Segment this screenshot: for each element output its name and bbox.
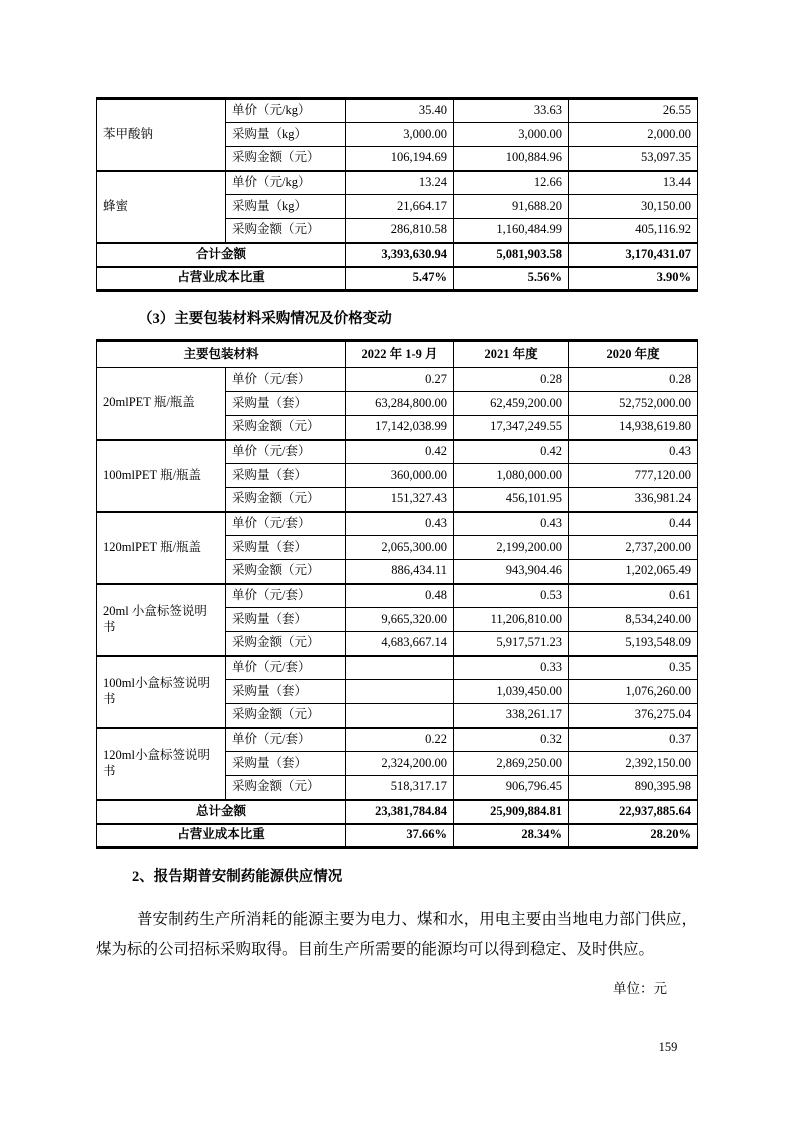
total-2020: 22,937,885.64 <box>569 800 698 824</box>
ratio-2022: 37.66% <box>346 824 454 848</box>
value-2021: 0.33 <box>454 656 569 680</box>
metric-label: 单价（元/套） <box>226 584 346 608</box>
value-2021: 943,904.46 <box>454 560 569 584</box>
value-2022: 0.27 <box>346 368 454 392</box>
total-2021: 5,081,903.58 <box>454 243 569 267</box>
total-2020: 3,170,431.07 <box>569 243 698 267</box>
value-2021: 2,869,250.00 <box>454 752 569 776</box>
value-2021: 906,796.45 <box>454 776 569 800</box>
value-2022 <box>346 704 454 728</box>
total-2021: 25,909,884.81 <box>454 800 569 824</box>
metric-label: 采购金额（元） <box>226 488 346 512</box>
ratio-2021: 28.34% <box>454 824 569 848</box>
value-2022: 35.40 <box>346 99 454 123</box>
total-row <box>97 800 698 824</box>
value-2020: 0.37 <box>569 728 698 752</box>
metric-label: 采购量（套） <box>226 464 346 488</box>
metric-label: 单价（元/套） <box>226 656 346 680</box>
value-2022: 0.42 <box>346 440 454 464</box>
table-row <box>97 584 698 608</box>
value-2020: 777,120.00 <box>569 464 698 488</box>
table-row <box>97 512 698 536</box>
value-2022: 4,683,667.14 <box>346 632 454 656</box>
material-name: 苯甲酸钠 <box>97 99 226 171</box>
material-name: 100ml小盒标签说明书 <box>97 656 226 728</box>
value-2020: 26.55 <box>569 99 698 123</box>
value-2021: 1,160,484.99 <box>454 219 569 243</box>
total-label: 总计金额 <box>97 800 346 824</box>
value-2020: 2,737,200.00 <box>569 536 698 560</box>
header-2022: 2022 年 1-9 月 <box>346 341 454 368</box>
value-2020: 2,000.00 <box>569 123 698 147</box>
metric-label: 单价（元/套） <box>226 440 346 464</box>
value-2022: 286,810.58 <box>346 219 454 243</box>
value-2022: 360,000.00 <box>346 464 454 488</box>
total-2022: 3,393,630.94 <box>346 243 454 267</box>
value-2021: 12.66 <box>454 171 569 195</box>
value-2022: 151,327.43 <box>346 488 454 512</box>
value-2021: 33.63 <box>454 99 569 123</box>
ratio-row <box>97 267 698 291</box>
value-2021: 17,347,249.55 <box>454 416 569 440</box>
metric-label: 采购量（套） <box>226 680 346 704</box>
section-heading-packaging: （3）主要包装材料采购情况及价格变动 <box>138 311 392 327</box>
value-2020: 890,395.98 <box>569 776 698 800</box>
value-2022 <box>346 656 454 680</box>
value-2020: 376,275.04 <box>569 704 698 728</box>
metric-label: 单价（元/kg） <box>226 99 346 123</box>
value-2022: 106,194.69 <box>346 147 454 171</box>
value-2021: 0.43 <box>454 512 569 536</box>
metric-label: 采购量（套） <box>226 392 346 416</box>
value-2022: 2,324,200.00 <box>346 752 454 776</box>
value-2020: 30,150.00 <box>569 195 698 219</box>
value-2022: 518,317.17 <box>346 776 454 800</box>
value-2020: 336,981.24 <box>569 488 698 512</box>
metric-label: 采购量（kg） <box>226 195 346 219</box>
value-2021: 0.28 <box>454 368 569 392</box>
section-heading-energy: 2、报告期普安制药能源供应情况 <box>132 869 343 885</box>
value-2022 <box>346 680 454 704</box>
total-label: 合计金额 <box>97 243 346 267</box>
value-2020: 2,392,150.00 <box>569 752 698 776</box>
value-2021: 11,206,810.00 <box>454 608 569 632</box>
value-2021: 100,884.96 <box>454 147 569 171</box>
value-2020: 405,116.92 <box>569 219 698 243</box>
material-name: 120ml小盒标签说明书 <box>97 728 226 800</box>
ratio-row <box>97 824 698 848</box>
table-row <box>97 440 698 464</box>
value-2022: 13.24 <box>346 171 454 195</box>
ratio-label: 占营业成本比重 <box>97 824 346 848</box>
material-name: 20ml 小盒标签说明书 <box>97 584 226 656</box>
value-2022: 886,434.11 <box>346 560 454 584</box>
material-name: 100mlPET 瓶/瓶盖 <box>97 440 226 512</box>
value-2021: 1,080,000.00 <box>454 464 569 488</box>
value-2020: 0.61 <box>569 584 698 608</box>
metric-label: 采购量（套） <box>226 536 346 560</box>
ratio-2022: 5.47% <box>346 267 454 291</box>
metric-label: 采购量（kg） <box>226 123 346 147</box>
value-2020: 1,076,260.00 <box>569 680 698 704</box>
header-2020: 2020 年度 <box>569 341 698 368</box>
value-2021: 0.42 <box>454 440 569 464</box>
ratio-label: 占营业成本比重 <box>97 267 346 291</box>
metric-label: 采购金额（元） <box>226 632 346 656</box>
value-2020: 5,193,548.09 <box>569 632 698 656</box>
value-2020: 0.35 <box>569 656 698 680</box>
material-name: 120mlPET 瓶/瓶盖 <box>97 512 226 584</box>
value-2021: 1,039,450.00 <box>454 680 569 704</box>
value-2020: 0.44 <box>569 512 698 536</box>
metric-label: 采购金额（元） <box>226 147 346 171</box>
table-row <box>97 99 698 123</box>
metric-label: 单价（元/kg） <box>226 171 346 195</box>
metric-label: 采购金额（元） <box>226 776 346 800</box>
metric-label: 单价（元/套） <box>226 728 346 752</box>
value-2022: 21,664.17 <box>346 195 454 219</box>
value-2021: 5,917,571.23 <box>454 632 569 656</box>
value-2021: 62,459,200.00 <box>454 392 569 416</box>
value-2020: 14,938,619.80 <box>569 416 698 440</box>
metric-label: 单价（元/套） <box>226 512 346 536</box>
value-2020: 52,752,000.00 <box>569 392 698 416</box>
value-2022: 63,284,800.00 <box>346 392 454 416</box>
raw-material-purchase-table <box>96 97 698 292</box>
value-2021: 91,688.20 <box>454 195 569 219</box>
value-2020: 0.28 <box>569 368 698 392</box>
page-content <box>96 0 697 997</box>
total-row <box>97 243 698 267</box>
value-2022: 0.43 <box>346 512 454 536</box>
value-2021: 0.53 <box>454 584 569 608</box>
value-2020: 53,097.35 <box>569 147 698 171</box>
value-2020: 13.44 <box>569 171 698 195</box>
header-2021: 2021 年度 <box>454 341 569 368</box>
table-row <box>97 368 698 392</box>
value-2022: 2,065,300.00 <box>346 536 454 560</box>
value-2020: 1,202,065.49 <box>569 560 698 584</box>
value-2020: 8,534,240.00 <box>569 608 698 632</box>
ratio-2020: 28.20% <box>569 824 698 848</box>
value-2022: 17,142,038.99 <box>346 416 454 440</box>
ratio-2020: 3.90% <box>569 267 698 291</box>
header-row <box>97 341 698 368</box>
metric-label: 采购量（套） <box>226 608 346 632</box>
page-number: 159 <box>658 1040 678 1054</box>
value-2021: 456,101.95 <box>454 488 569 512</box>
packaging-material-table <box>96 339 698 849</box>
metric-label: 采购金额（元） <box>226 704 346 728</box>
value-2022: 0.48 <box>346 584 454 608</box>
table-row <box>97 171 698 195</box>
total-2022: 23,381,784.84 <box>346 800 454 824</box>
metric-label: 单价（元/套） <box>226 368 346 392</box>
value-2021: 2,199,200.00 <box>454 536 569 560</box>
table-row <box>97 656 698 680</box>
material-name: 20mlPET 瓶/瓶盖 <box>97 368 226 440</box>
material-name: 蜂蜜 <box>97 171 226 243</box>
metric-label: 采购金额（元） <box>226 219 346 243</box>
value-2022: 3,000.00 <box>346 123 454 147</box>
energy-supply-paragraph: 普安制药生产所消耗的能源主要为电力、煤和水，用电主要由当地电力部门供应，煤为标的公司招标采购取得。目前生产所需要的能源均可以得到稳定、及时供应。 <box>96 911 697 958</box>
value-2021: 0.32 <box>454 728 569 752</box>
metric-label: 采购金额（元） <box>226 560 346 584</box>
value-2022: 0.22 <box>346 728 454 752</box>
unit-note: 单位：元 <box>613 981 667 996</box>
metric-label: 采购金额（元） <box>226 416 346 440</box>
value-2020: 0.43 <box>569 440 698 464</box>
value-2021: 3,000.00 <box>454 123 569 147</box>
value-2021: 338,261.17 <box>454 704 569 728</box>
table-row <box>97 728 698 752</box>
value-2022: 9,665,320.00 <box>346 608 454 632</box>
ratio-2021: 5.56% <box>454 267 569 291</box>
metric-label: 采购量（套） <box>226 752 346 776</box>
header-material: 主要包装材料 <box>97 341 346 368</box>
